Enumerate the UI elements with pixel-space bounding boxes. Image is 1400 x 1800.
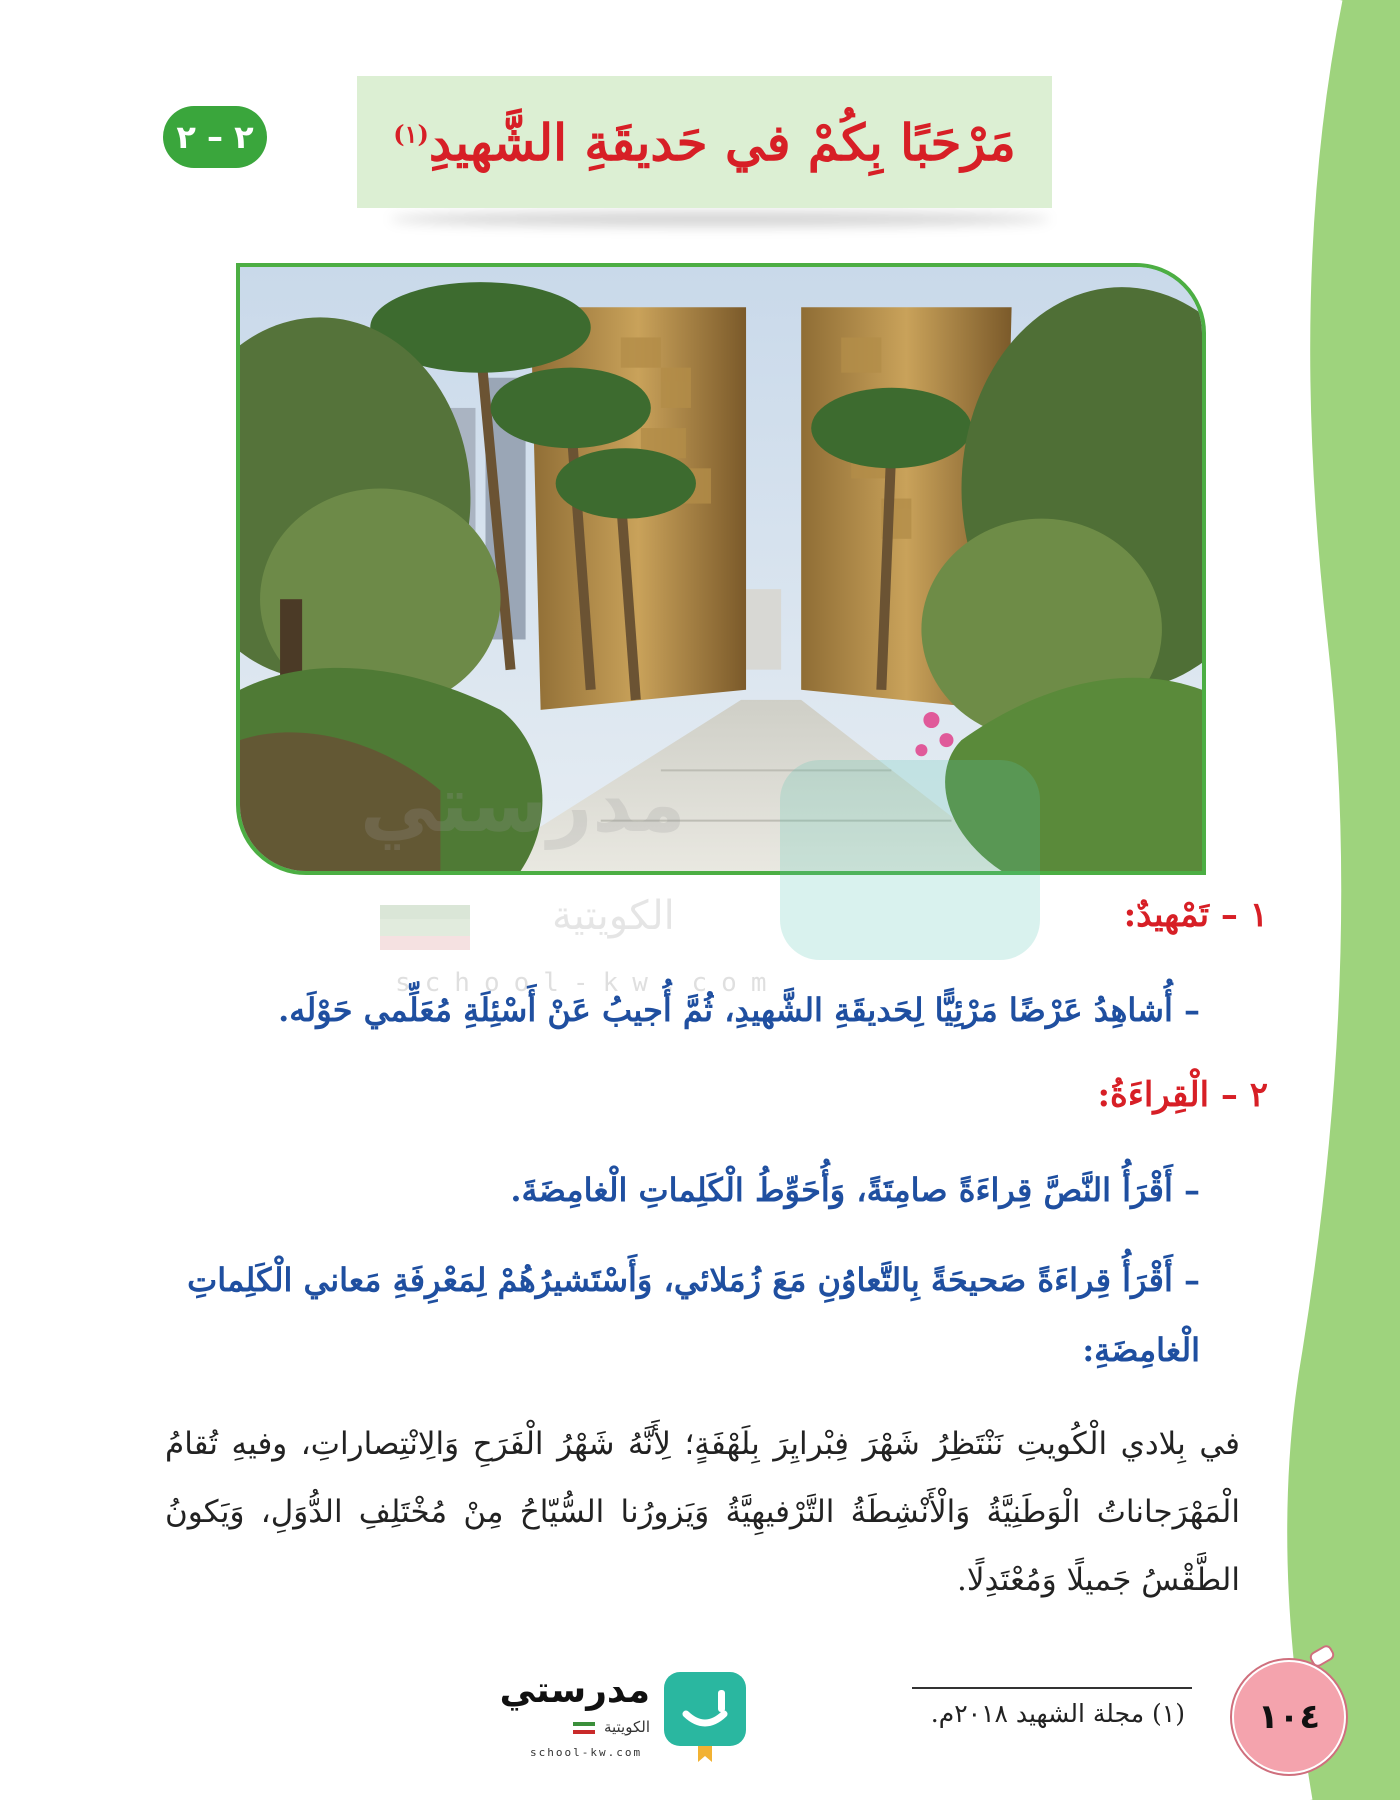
kuwait-flag-icon <box>573 1722 595 1734</box>
footer-logo <box>499 1670 750 1770</box>
instruction-silent-reading: – أَقْرَأُ النَّصَّ قِراءَةً صامِتَةً، وَأُحَوِّطُ الْكَلِماتِ الْغامِضَةَ. <box>510 1171 1200 1209</box>
logo-mark-icon <box>660 1670 750 1762</box>
logo-name: مدرستي <box>499 1670 650 1711</box>
watermark-url: school-kw.com <box>395 968 781 998</box>
title-shadow <box>390 212 1050 226</box>
logo-sub <box>573 1718 650 1736</box>
section-heading-intro: ١ – تَمْهيدٌ: <box>1123 895 1268 935</box>
logo-url: school-kw.com <box>530 1746 643 1759</box>
footnote-rule <box>912 1687 1192 1689</box>
instruction-cooperative-reading: – أَقْرَأُ قِراءَةً صَحيحَةً بِالتَّعاوُنِ مَعَ زُمَلائي، وَأَسْتَشيرُهُمْ لِمَعْرِفَةِ مَعاني الْكَلِماتِ الْغامِضَةِ: <box>187 1261 1200 1369</box>
logo-sub-text: الكويتية <box>603 1718 650 1736</box>
reading-passage: في بِلادي الْكُويتِ نَنْتَظِرُ شَهْرَ فِبْرايِرَ بِلَهْفَةٍ؛ لِأَنَّهُ شَهْرُ الْفَرَحِ وَالِانْتِصاراتِ، وفيهِ تُقامُ الْمَهْرَجاناتُ الْوَطَنِيَّةُ وَالْأَنْشِطَةُ التَّرْفيهِيَّةُ وَيَزورُنا السُّيّاحُ مِنْ مُخْتَلِفِ الدُّوَلِ، وَيَكونُ الطَّقْسُ جَميلًا وَمُعْتَدِلًا. <box>165 1426 1240 1598</box>
watermark-sub: الكويتية <box>552 893 675 939</box>
title-footnote-marker: (١) <box>393 118 429 148</box>
unit-badge: ٢ – ٢ <box>163 106 267 168</box>
page-number: ١٠٤ <box>1232 1660 1346 1774</box>
title-box <box>357 76 1052 208</box>
footnote: (١) مجلة الشهيد ٢٠١٨م. <box>930 1699 1185 1728</box>
watermark-name: مدرستي <box>360 760 686 850</box>
instruction-watch: – أُشاهِدُ عَرْضًا مَرْئِيًّا لِحَديقَةِ الشَّهيدِ، ثُمَّ أُجيبُ عَنْ أَسْئِلَةِ مُعَلِّمي حَوْلَه. <box>278 991 1200 1029</box>
lesson-title-text: مَرْحَبًا بِكُمْ في حَديقَةِ الشَّهيدِ <box>428 112 1016 172</box>
section-heading-reading: ٢ – الْقِراءَةُ: <box>1097 1075 1268 1115</box>
lesson-title <box>393 113 1016 172</box>
